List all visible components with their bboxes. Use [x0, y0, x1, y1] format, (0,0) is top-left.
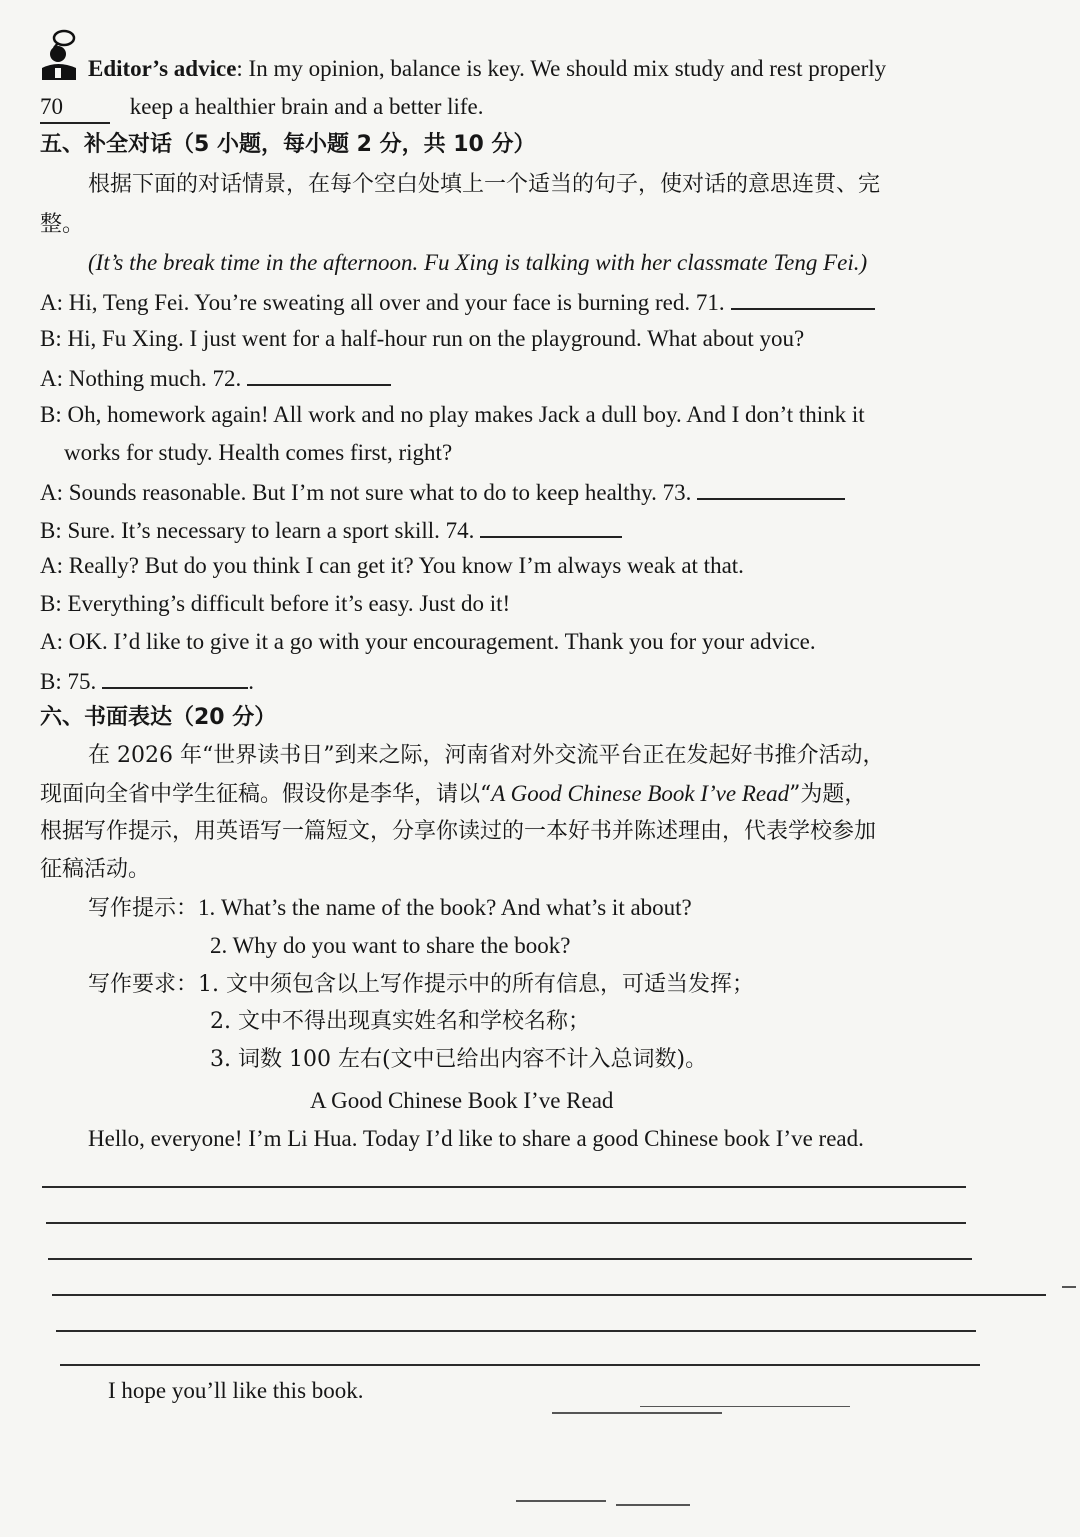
dialogue-text: B: Sure. It’s necessary to learn a sport skill. 74. [40, 518, 475, 543]
dialogue-line: A: OK. I’d like to give it a go with your encouragement. Thank you for your advice. [40, 629, 816, 654]
writing-tips [88, 893, 692, 924]
writing-requirement: 1. 文中须包含以上写作提示中的所有信息，可适当发挥； [198, 972, 755, 997]
blank-74[interactable] [480, 514, 622, 538]
blank-75[interactable] [102, 665, 248, 689]
answer-line[interactable] [46, 1222, 966, 1224]
answer-line[interactable] [48, 1258, 972, 1260]
dialogue-text: A: Hi, Teng Fei. You’re sweating all over and your face is burning red. 71. [40, 290, 725, 315]
task-essay-title: A Good Chinese Book I’ve Read [491, 781, 790, 806]
task-paragraph-line-1: 在 2026 年“世界读书日”到来之际，河南省对外交流平台正在发起好书推介活动， [88, 743, 885, 768]
blank-71[interactable] [731, 286, 875, 310]
writing-requirements [88, 969, 754, 1000]
answer-line[interactable] [60, 1364, 980, 1366]
essay-title: A Good Chinese Book I’ve Read [310, 1088, 614, 1113]
scan-mark [552, 1412, 722, 1414]
section-6-heading: 六、书面表达（20 分） [40, 705, 277, 730]
task-paragraph-line-4: 征稿活动。 [40, 857, 151, 882]
writing-tip: 1. What’s the name of the book? And what’s it about? [198, 895, 692, 920]
essay-closing: I hope you’ll like this book. [108, 1378, 364, 1403]
editor-advice-line-2 [40, 92, 484, 124]
task-text: 现面向全省中学生征稿。假设你是李华，请以“ [40, 782, 492, 807]
essay-opening: Hello, everyone! I’m Li Hua. Today I’d like to share a good Chinese book I’ve read. [88, 1126, 864, 1151]
editor-person-icon [38, 28, 80, 80]
dialogue-line: B: Hi, Fu Xing. I just went for a half-hour run on the playground. What about you? [40, 326, 805, 351]
dialogue-text: B: 75. [40, 669, 97, 694]
section-5-heading: 五、补全对话（5 小题，每小题 2 分，共 10 分） [40, 132, 536, 157]
task-text: ”为题， [789, 782, 867, 807]
dialogue-line: A: Really? But do you think I can get it? You know I’m always weak at that. [40, 553, 744, 578]
answer-line[interactable] [56, 1330, 976, 1332]
blank-73[interactable] [697, 476, 845, 500]
scan-mark [1062, 1286, 1076, 1288]
editor-advice-label: Editor’s advice [88, 56, 237, 81]
writing-requirement: 2. 文中不得出现真实姓名和学校名称； [210, 1009, 590, 1034]
task-paragraph-line-2 [40, 779, 866, 810]
editor-advice-text: : In my opinion, balance is key. We should mix study and rest properly [236, 56, 887, 81]
section-5-instruction-2: 整。 [40, 212, 85, 237]
blank-70[interactable]: 70 [40, 92, 110, 124]
editor-advice-text-2: keep a healthier brain and a better life. [129, 94, 484, 119]
dialogue-text: A: Nothing much. 72. [40, 366, 242, 391]
dialogue-line [40, 476, 845, 508]
answer-line[interactable] [42, 1186, 966, 1188]
writing-requirements-label: 写作要求： [88, 972, 199, 997]
answer-line[interactable] [52, 1294, 1046, 1296]
scan-mark [616, 1504, 690, 1506]
section-5-instruction-1: 根据下面的对话情景，在每个空白处填上一个适当的句子，使对话的意思连贯、完 [88, 172, 881, 197]
scan-mark [640, 1406, 850, 1407]
editor-advice-line [88, 54, 886, 84]
scan-mark [516, 1500, 606, 1502]
dialogue-line: B: 75. . [40, 665, 254, 697]
dialogue-line [40, 286, 875, 318]
dialogue-scenario: (It’s the break time in the afternoon. Fu Xing is talking with her classmate Teng Fei.) [88, 250, 868, 275]
dialogue-text: A: Sounds reasonable. But I’m not sure what to do to keep healthy. 73. [40, 480, 692, 505]
writing-requirement: 3. 词数 100 左右(文中已给出内容不计入总词数)。 [210, 1047, 708, 1072]
blank-72[interactable] [247, 362, 391, 386]
task-paragraph-line-3: 根据写作提示，用英语写一篇短文，分享你读过的一本好书并陈述理由，代表学校参加 [40, 819, 877, 844]
dialogue-line [40, 362, 391, 394]
dialogue-line [40, 514, 622, 546]
dialogue-line: B: Oh, homework again! All work and no play makes Jack a dull boy. And I don’t think it [40, 402, 865, 427]
dialogue-line: works for study. Health comes first, right? [64, 440, 453, 465]
writing-tips-label: 写作提示： [88, 896, 199, 921]
dialogue-line: B: Everything’s difficult before it’s easy. Just do it! [40, 591, 511, 616]
writing-tip: 2. Why do you want to share the book? [210, 933, 571, 958]
